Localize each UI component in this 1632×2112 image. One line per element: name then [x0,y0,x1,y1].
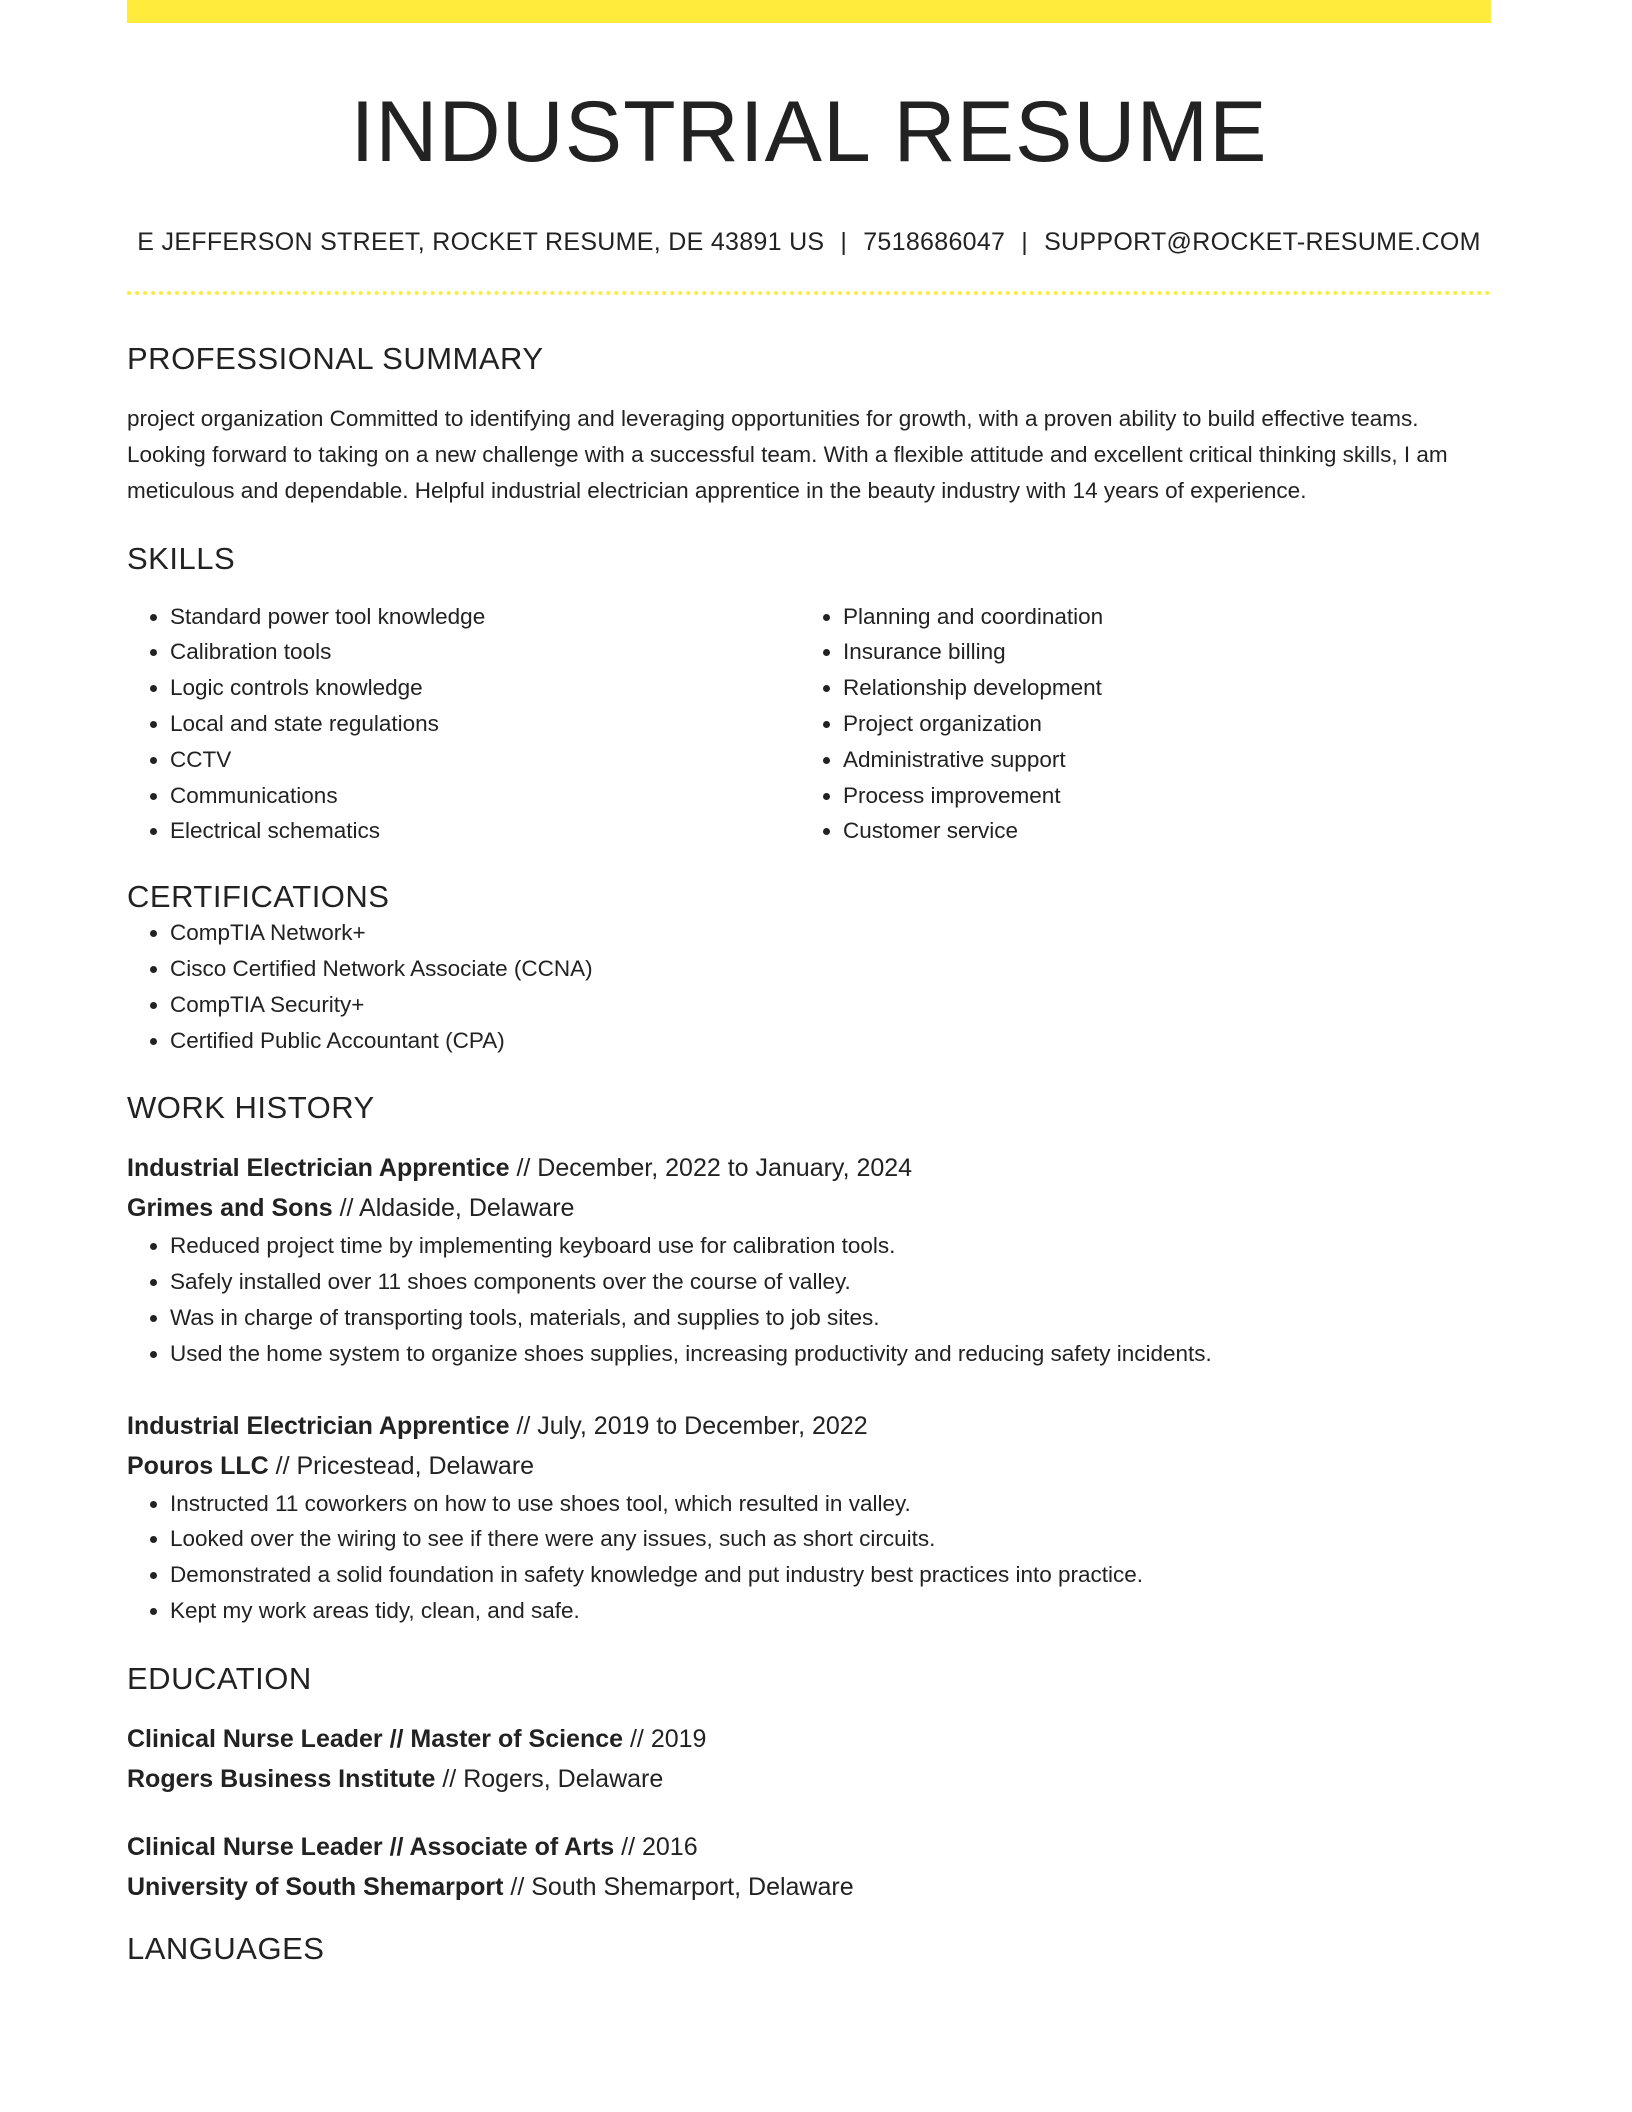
skill-item: • Project organization [843,706,1473,742]
job-entry [127,1148,1491,1371]
education-degree: Clinical Nurse Leader // Associate of Arts [127,1832,615,1861]
job-company: Grimes and Sons [127,1194,333,1223]
skill-item: • Electrical schematics [170,813,800,849]
job-bullet: • Used the home system to organize shoes supplies, increasing productivity and reducing safety incidents. [170,1336,1491,1372]
education-school-line [127,1759,1491,1799]
skill-item: • Local and state regulations [170,706,800,742]
skills-columns [127,599,1491,850]
job-bullet: • Looked over the wiring to see if there were any issues, such as short circuits. [170,1521,1491,1557]
skill-item: • Insurance billing [843,634,1473,670]
job-entry [127,1406,1491,1629]
education-degree: Clinical Nurse Leader // Master of Science [127,1724,624,1753]
job-company-line [127,1446,1491,1486]
skill-item: • Relationship development [843,670,1473,706]
job-company: Pouros LLC [127,1451,269,1480]
job-bullet: • Safely installed over 11 shoes components over the course of valley. [170,1264,1491,1300]
education-year: // 2016 [614,1832,698,1861]
skills-heading: SKILLS [127,540,236,576]
job-bullet: • Instructed 11 coworkers on how to use shoes tool, which resulted in valley. [170,1486,1491,1522]
summary-heading: PROFESSIONAL SUMMARY [127,340,544,376]
skill-item: • CCTV [170,742,800,778]
job-location: // Pricestead, Delaware [268,1451,535,1480]
job-bullets [127,1486,1491,1629]
skill-item: • Calibration tools [170,634,800,670]
resume-page [127,0,1491,1967]
job-bullet: • Reduced project time by implementing keyboard use for calibration tools. [170,1228,1491,1264]
skills-column-left [127,599,800,850]
skill-item: • Communications [170,778,800,814]
job-role: Industrial Electrician Apprentice [127,1154,510,1183]
job-title-line [127,1148,1491,1188]
skill-item: • Planning and coordination [843,599,1473,635]
contact-address: E JEFFERSON STREET, ROCKET RESUME, DE 43891 US [137,227,825,256]
skill-item: • Customer service [843,813,1473,849]
accent-bar [127,0,1491,23]
skill-item: • Standard power tool knowledge [170,599,800,635]
education-school: Rogers Business Institute [127,1764,436,1793]
skills-column-right [800,599,1473,850]
job-bullet: • Demonstrated a solid foundation in safety knowledge and put industry best practices into practice. [170,1557,1491,1593]
job-location: // Aldaside, Delaware [332,1194,575,1223]
skill-item: • Logic controls knowledge [170,670,800,706]
education-location: // South Shemarport, Delaware [503,1872,854,1901]
education-entry [127,1719,1491,1799]
education-degree-line [127,1719,1491,1759]
contact-email: SUPPORT@ROCKET-RESUME.COM [1044,227,1481,256]
job-role: Industrial Electrician Apprentice [127,1411,510,1440]
education-heading: EDUCATION [127,1660,312,1696]
job-dates: // July, 2019 to December, 2022 [509,1411,868,1440]
job-bullet: • Kept my work areas tidy, clean, and safe. [170,1593,1491,1629]
education-school-line [127,1867,1491,1907]
contact-phone: 7518686047 [863,227,1006,256]
job-bullet: • Was in charge of transporting tools, materials, and supplies to job sites. [170,1300,1491,1336]
education-year: // 2019 [623,1724,707,1753]
education-degree-line [127,1827,1491,1867]
job-title-line [127,1406,1491,1446]
certification-item: • Cisco Certified Network Associate (CCNA) [170,951,1491,987]
skill-item: • Process improvement [843,778,1473,814]
job-bullets [127,1228,1491,1371]
resume-title: INDUSTRIAL RESUME [350,84,1268,180]
skill-item: • Administrative support [843,742,1473,778]
skills-list-left [127,599,800,850]
contact-separator: | [840,227,848,256]
certification-item: • CompTIA Security+ [170,987,1491,1023]
education-entry [127,1827,1491,1907]
contact-line [127,228,1491,257]
summary-text: project organization Committed to identifying and leveraging opportunities for growth, with a proven ability to build effective teams. Looking forward to taking on a new challenge with a successful team. With a flexible attitude and excellent critical thinking skills, I am meticulous and dependable. Helpful industrial electrician apprentice in the beauty industry with 14 years of experience. [127,405,1448,503]
certifications-heading: CERTIFICATIONS [127,879,390,915]
certifications-list [127,915,1491,1058]
education-school: University of South Shemarport [127,1872,504,1901]
job-company-line [127,1188,1491,1228]
work-history-heading: WORK HISTORY [127,1090,375,1126]
header-divider [127,291,1491,295]
contact-separator: | [1021,227,1029,256]
languages-heading: LANGUAGES [127,1930,325,1966]
education-location: // Rogers, Delaware [435,1764,664,1793]
certification-item: • CompTIA Network+ [170,915,1491,951]
job-dates: // December, 2022 to January, 2024 [509,1154,913,1183]
certification-item: • Certified Public Accountant (CPA) [170,1023,1491,1059]
skills-list-right [800,599,1473,850]
